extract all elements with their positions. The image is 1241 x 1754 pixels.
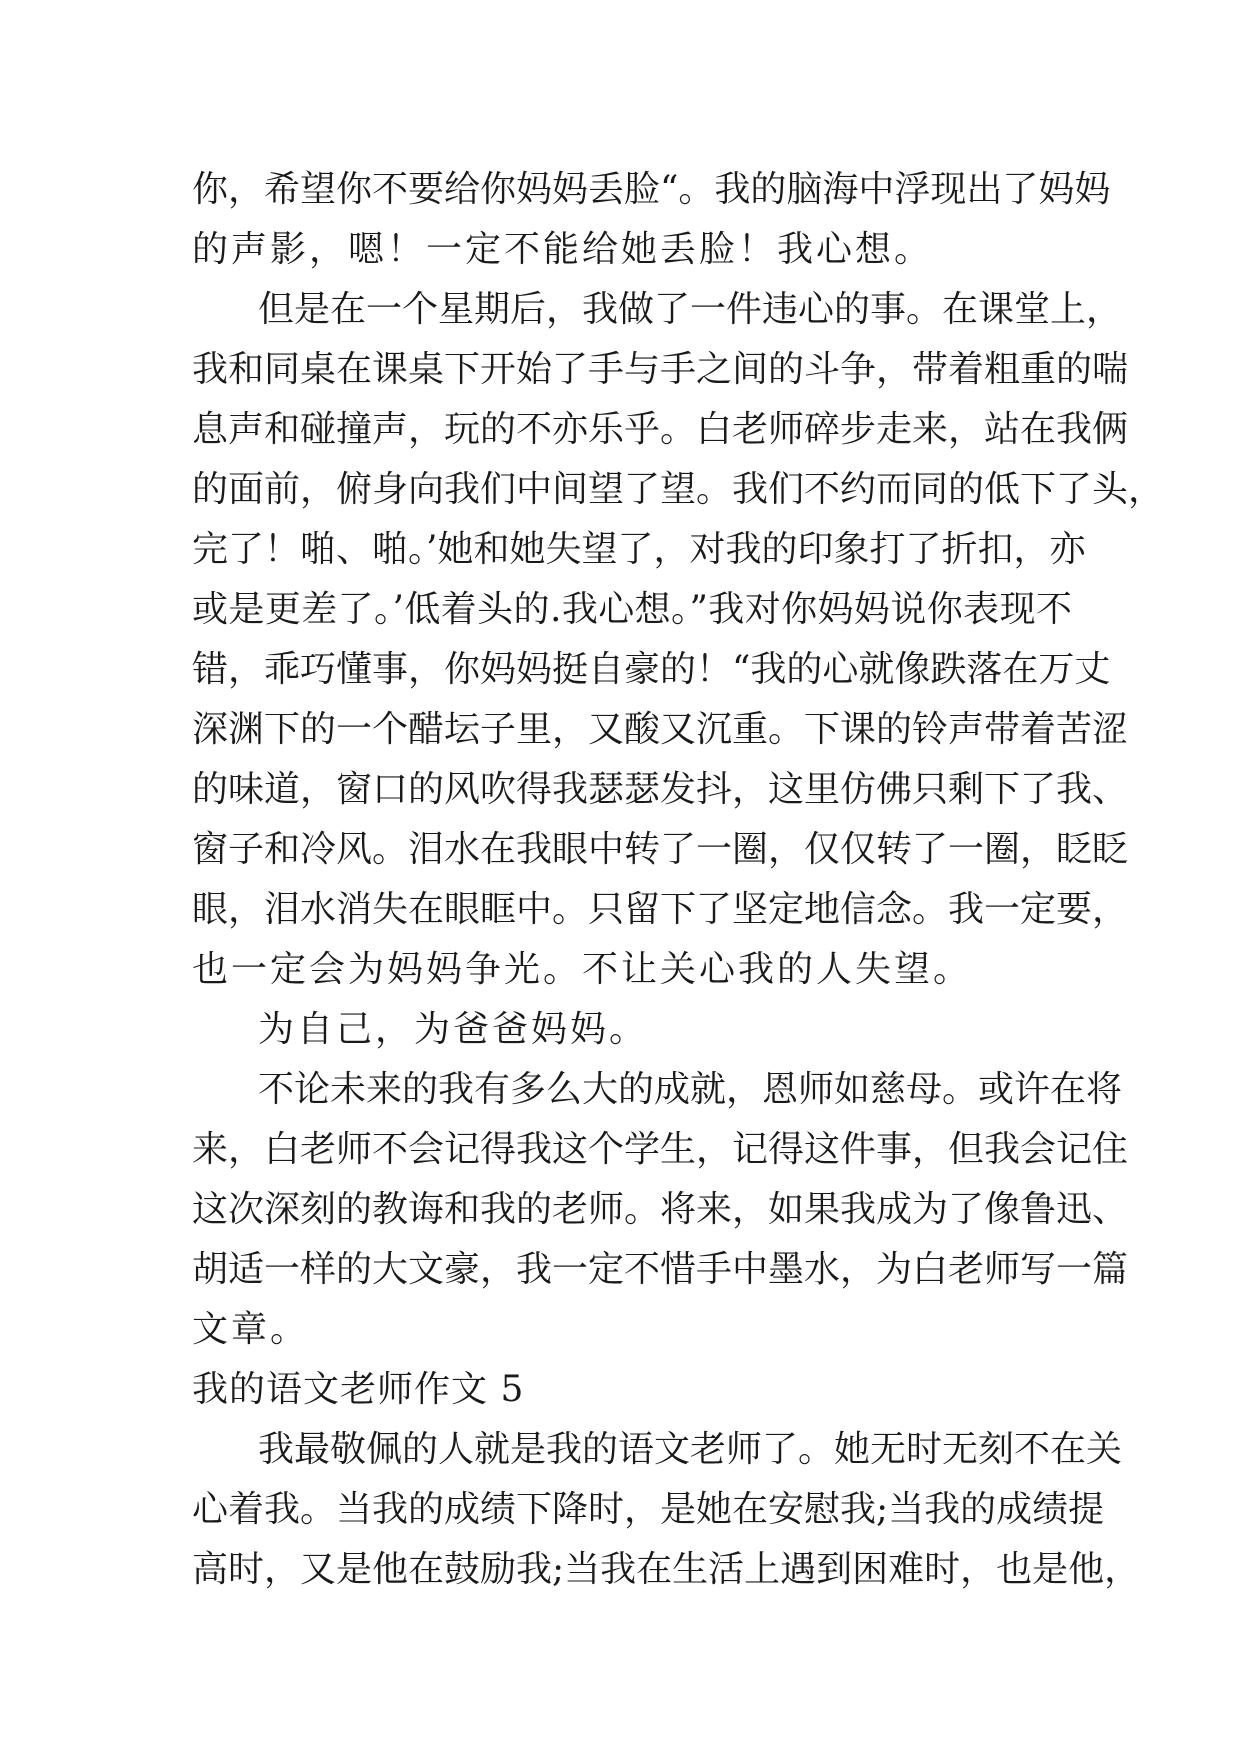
text-line: 高时，又是他在鼓励我;当我在生活上遇到困难时，也是他， [192,1549,1141,1590]
text-line: 完了！啪、啪。’她和她失望了，对我的印象打了折扣，亦 [192,529,1086,570]
text-line: 文章。 [192,1309,310,1350]
text-line: 息声和碰撞声，玩的不亦乐乎。白老师碎步走来，站在我俩 [192,409,1129,450]
text-line: 错，乖巧懂事，你妈妈挺自豪的！“我的心就像跌落在万丈 [192,649,1111,690]
text-line: 或是更差了。’低着头的.我心想。”我对你妈妈说你表现不 [192,589,1072,630]
paragraph-start-line: 为自己，为爸爸妈妈。 [258,1009,649,1050]
text-line: 也一定会为妈妈争光。不让关心我的人失望。 [192,949,973,990]
text-line: 这次深刻的教诲和我的老师。将来，如果我成为了像鲁迅、 [192,1189,1129,1230]
essay-text [192,160,1165,1600]
text-line: 的面前，俯身向我们中间望了望。我们不约而同的低下了头， [192,469,1165,510]
paragraph-start-line: 但是在一个星期后，我做了一件违心的事。在课堂上， [258,289,1123,330]
text-line: 的声影，嗯！一定不能给她丢脸！我心想。 [192,229,934,270]
text-line: 你，希望你不要给你妈妈丢脸“。我的脑海中浮现出了妈妈 [192,169,1111,210]
text-line: 心着我。当我的成绩下降时，是她在安慰我;当我的成绩提 [192,1489,1105,1530]
section-heading: 我的语文老师作文 5 [192,1369,525,1410]
text-line: 眼，泪水消失在眼眶中。只留下了坚定地信念。我一定要， [192,889,1129,930]
text-line: 胡适一样的大文豪，我一定不惜手中墨水，为白老师写一篇 [192,1249,1129,1290]
text-line: 来，白老师不会记得我这个学生，记得这件事，但我会记住 [192,1129,1129,1170]
paragraph-start-line: 不论未来的我有多么大的成就，恩师如慈母。或许在将 [258,1069,1123,1110]
paragraph-start-line: 我最敬佩的人就是我的语文老师了。她无时无刻不在关 [258,1429,1123,1470]
text-line: 我和同桌在课桌下开始了手与手之间的斗争，带着粗重的喘 [192,349,1129,390]
text-line: 深渊下的一个醋坛子里，又酸又沉重。下课的铃声带着苦涩 [192,709,1129,750]
text-line: 的味道，窗口的风吹得我瑟瑟发抖，这里仿佛只剩下了我、 [192,769,1129,810]
text-line: 窗子和冷风。泪水在我眼中转了一圈，仅仅转了一圈，眨眨 [192,829,1129,870]
